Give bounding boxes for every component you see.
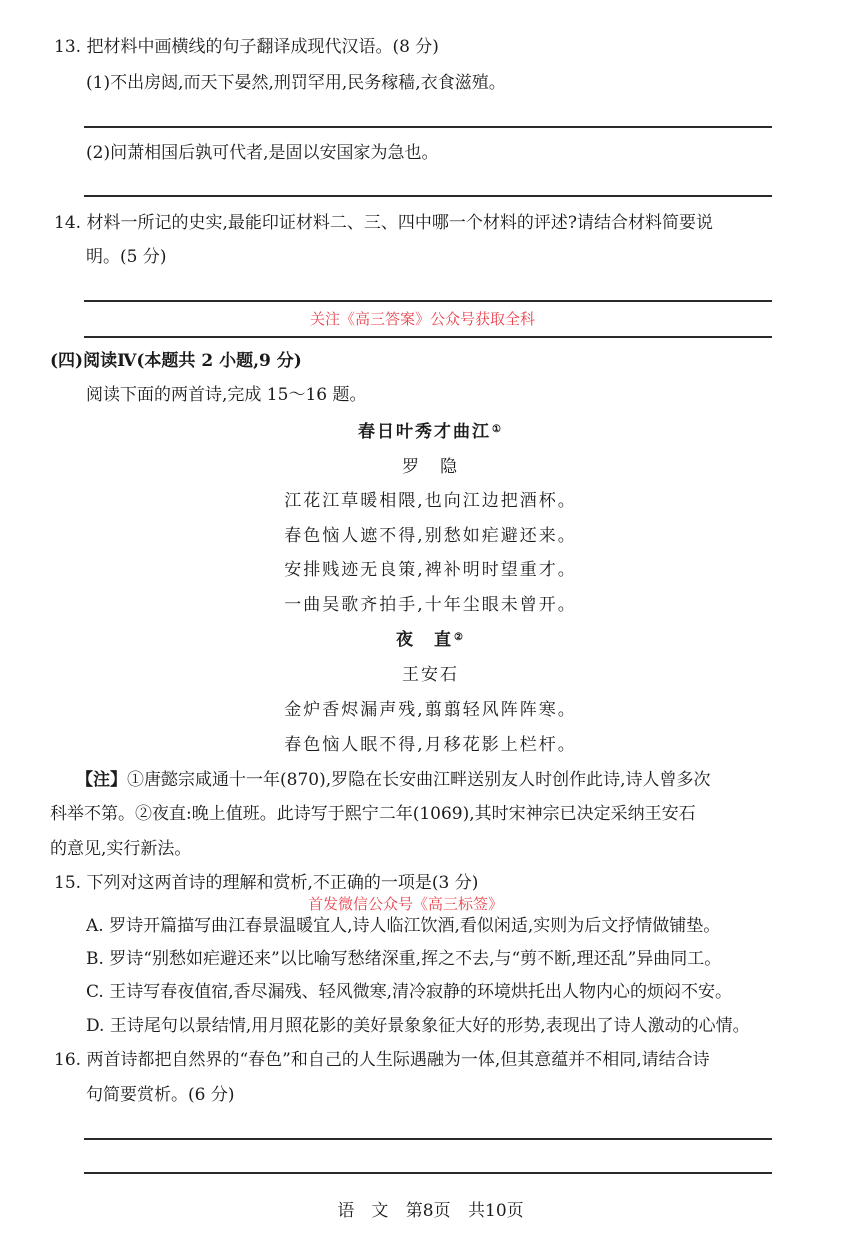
q13-item-2: (2)问萧相国后孰可代者,是固以安国家为急也。 xyxy=(86,143,439,163)
q14-stem-line1: 14. 材料一所记的史实,最能印证材料二、三、四中哪一个材料的评述?请结合材料简要说 xyxy=(54,213,713,233)
answer-line-q16-2[interactable] xyxy=(84,1172,772,1174)
q16-stem-line2: 句简要赏析。(6 分) xyxy=(86,1085,235,1105)
poem2-line: 金炉香烬漏声残,翦翦轻风阵阵寒。 xyxy=(284,700,577,720)
answer-line-q13-2[interactable] xyxy=(84,195,772,197)
section-heading: (四)阅读Ⅳ(本题共 2 小题,9 分) xyxy=(50,351,302,371)
footer-total: 共10页 xyxy=(468,1201,524,1221)
answer-line-q16-1[interactable] xyxy=(84,1138,772,1140)
notes-line2: 科举不第。②夜直:晚上值班。此诗写于熙宁二年(1069),其时宋神宗已决定采纳王安石 xyxy=(50,804,696,824)
section-instruction: 阅读下面的两首诗,完成 15～16 题。 xyxy=(86,385,367,405)
poem2-line: 春色恼人眠不得,月移花影上栏杆。 xyxy=(284,735,577,755)
footer-subject: 语 文 xyxy=(337,1201,389,1221)
q15-option-b[interactable]: B. 罗诗“别愁如疟避还来”以比喻写愁绪深重,挥之不去,与“剪不断,理还乱”异曲同工。 xyxy=(86,949,722,969)
answer-line-q14-1[interactable] xyxy=(84,300,772,302)
poem1-note-mark: ① xyxy=(492,424,503,435)
poem2-note-mark: ② xyxy=(454,632,465,643)
notes-label: 【注】 xyxy=(76,770,127,790)
poem1-line: 安排贱迹无良策,裨补明时望重才。 xyxy=(284,560,577,580)
notes-line1 xyxy=(76,769,711,791)
answer-line-q13-1[interactable] xyxy=(84,126,772,128)
poem1-line: 春色恼人遮不得,别愁如疟避还来。 xyxy=(284,526,577,546)
page-footer xyxy=(0,1200,861,1222)
notes-text-1: ①唐懿宗咸通十一年(870),罗隐在长安曲江畔送别友人时创作此诗,诗人曾多次 xyxy=(127,770,711,790)
q16-stem-line1: 16. 两首诗都把自然界的“春色”和自己的人生际遇融为一体,但其意蕴并不相同,请结合诗 xyxy=(54,1050,710,1070)
q14-stem-line2: 明。(5 分) xyxy=(86,247,167,267)
poem2-title-text: 夜 直 xyxy=(396,630,454,650)
poem2-author: 王安石 xyxy=(402,665,459,685)
poem1-title-text: 春日叶秀才曲江 xyxy=(358,422,492,442)
answer-line-q14-2[interactable] xyxy=(84,336,772,338)
watermark-mid: 首发微信公众号《高三标签》 xyxy=(308,895,504,913)
poem2-title xyxy=(0,629,861,651)
poem1-line: 一曲吴歌齐拍手,十年尘眼未曾开。 xyxy=(284,595,577,615)
notes-line3: 的意见,实行新法。 xyxy=(50,839,192,859)
q15-option-d[interactable]: D. 王诗尾句以景结情,用月照花影的美好景象象征大好的形势,表现出了诗人激动的心情。 xyxy=(86,1016,750,1036)
watermark-top: 关注《高三答案》公众号获取全科 xyxy=(310,310,536,328)
poem1-title xyxy=(0,421,861,443)
poem1-author: 罗 隐 xyxy=(402,457,459,477)
q13-item-1: (1)不出房闼,而天下晏然,刑罚罕用,民务稼穑,衣食滋殖。 xyxy=(86,73,506,93)
q13-stem: 13. 把材料中画横线的句子翻译成现代汉语。(8 分) xyxy=(54,37,439,57)
q15-stem: 15. 下列对这两首诗的理解和赏析,不正确的一项是(3 分) xyxy=(54,873,479,893)
poem1-line: 江花江草暖相隈,也向江边把酒杯。 xyxy=(284,491,577,511)
q15-option-a[interactable]: A. 罗诗开篇描写曲江春景温暖宜人,诗人临江饮酒,看似闲适,实则为后文抒情做铺垫。 xyxy=(86,916,721,936)
footer-page: 第8页 xyxy=(405,1201,451,1221)
q15-option-c[interactable]: C. 王诗写春夜值宿,香尽漏残、轻风微寒,清冷寂静的环境烘托出人物内心的烦闷不安。 xyxy=(86,982,733,1002)
